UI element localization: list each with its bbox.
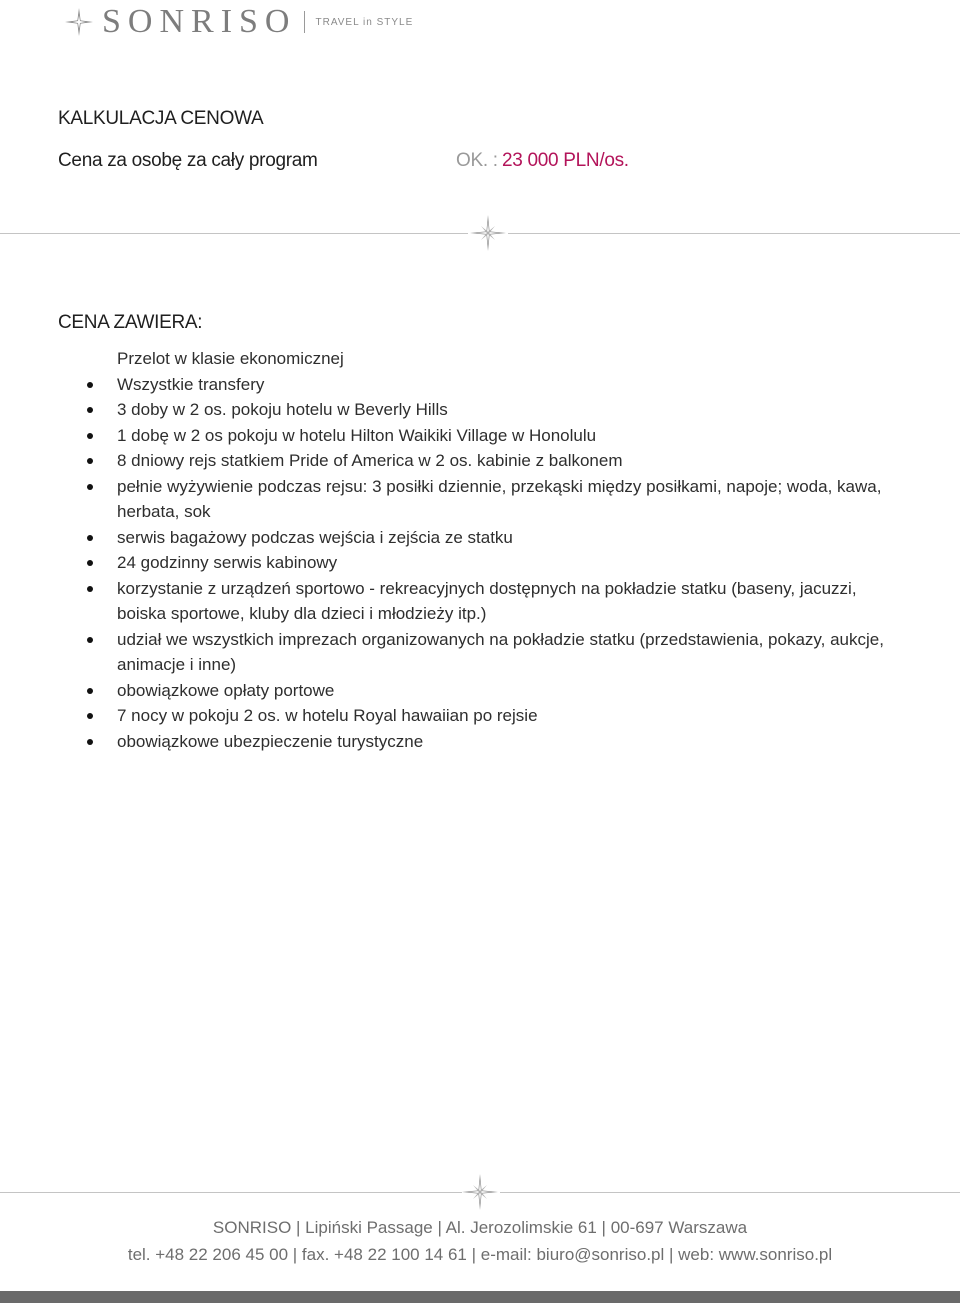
list-item: 3 doby w 2 os. pokoju hotelu w Beverly Hills: [0, 397, 887, 423]
list-item: 8 dniowy rejs statkiem Pride of America w 2 os. kabinie z balkonem: [0, 448, 887, 474]
footer-address: SONRISO | Lipiński Passage | Al. Jerozolimskie 61 | 00-697 Warszawa: [212, 1218, 748, 1237]
list-item: 7 nocy w pokoju 2 os. w hotelu Royal hawaiian po rejsie: [0, 703, 887, 729]
logo-wordmark: SONRISO: [102, 3, 297, 40]
footer-contact: tel. +48 22 206 45 00 | fax. +48 22 100 14 61 | e-mail: biuro@sonriso.pl | web: www.sonriso.pl: [127, 1245, 833, 1264]
footer-compass-icon: [462, 1174, 498, 1210]
divider-right: [508, 233, 960, 234]
list-item: Wszystkie transfery: [0, 372, 887, 398]
compass-rose-icon: [470, 215, 506, 251]
divider-left: [0, 233, 468, 234]
compass-star-icon: [64, 7, 94, 37]
bullet-icon: [87, 739, 93, 745]
list-item: Przelot w klasie ekonomicznej: [117, 349, 344, 368]
brand-logo: [64, 2, 413, 42]
bottom-bar: [0, 1291, 960, 1303]
bullet-icon: [87, 535, 93, 541]
list-item: korzystanie z urządzeń sportowo - rekreacyjnych dostępnych na pokładzie statku (baseny, jacuzzi, boiska sportowe, kluby dla dzieci i młodzieży itp.): [0, 576, 887, 627]
bullet-icon: [87, 688, 93, 694]
list-item: 1 dobę w 2 os pokoju w hotelu Hilton Waikiki Village w Honolulu: [0, 423, 887, 449]
bullet-icon: [87, 458, 93, 464]
list-item: obowiązkowe opłaty portowe: [0, 678, 887, 704]
list-item: udział we wszystkich imprezach organizowanych na pokładzie statku (przedstawienia, pokazy, aukcje, animacje i inne): [0, 627, 887, 678]
bullet-icon: [87, 484, 93, 490]
bullet-icon: [87, 407, 93, 413]
list-item: pełnie wyżywienie podczas rejsu: 3 posiłki dziennie, przekąski między posiłkami, napoje; woda, kawa, herbata, sok: [0, 474, 887, 525]
list-item: obowiązkowe ubezpieczenie turystyczne: [0, 729, 887, 755]
logo-separator: [304, 11, 305, 33]
logo-tagline: TRAVEL in STYLE: [315, 16, 414, 28]
price-prefix: OK. :: [456, 150, 498, 171]
pricing-title: KALKULACJA CENOWA: [58, 108, 264, 129]
price-value: 23 000 PLN/os.: [502, 150, 629, 171]
bullet-icon: [87, 433, 93, 439]
bullet-icon: [87, 637, 93, 643]
includes-title: CENA ZAWIERA:: [58, 312, 203, 333]
bullet-icon: [87, 713, 93, 719]
price-label: Cena za osobę za cały program: [58, 150, 318, 171]
list-item: serwis bagażowy podczas wejścia i zejścia ze statku: [0, 525, 887, 551]
bullet-icon: [87, 560, 93, 566]
footer-divider-right: [500, 1192, 960, 1193]
list-item: 24 godzinny serwis kabinowy: [0, 550, 887, 576]
includes-list: [0, 346, 960, 754]
bullet-icon: [87, 382, 93, 388]
footer-divider-left: [0, 1192, 462, 1193]
bullet-icon: [87, 586, 93, 592]
